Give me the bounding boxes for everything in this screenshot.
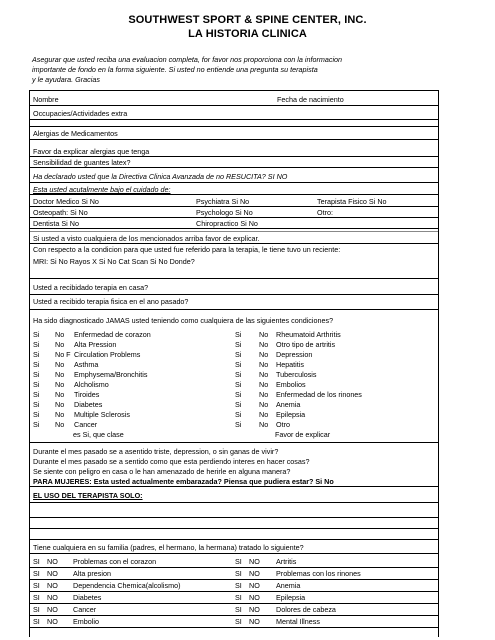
care-option[interactable]: Osteopath: Si No [33, 208, 88, 217]
intro-text [32, 55, 452, 85]
form-title: LA HISTORIA CLINICA [188, 28, 307, 40]
condition-no[interactable]: No [55, 420, 65, 429]
terapia-ano-question[interactable]: Usted a recibido terapia fisica en el ano pasado? [33, 297, 189, 306]
divider [30, 627, 438, 628]
family-si[interactable]: SI [235, 557, 242, 566]
family-si[interactable]: SI [235, 617, 242, 626]
divider [30, 194, 438, 195]
family-no[interactable]: NO [249, 581, 260, 590]
condition-label: Epilepsia [276, 410, 306, 419]
condition-si[interactable]: Si [33, 410, 40, 419]
condition-no[interactable]: No [259, 390, 269, 399]
fecha-nacimiento-field[interactable]: Fecha de nacimiento [277, 95, 344, 104]
divider [30, 528, 438, 529]
family-si[interactable]: SI [33, 605, 40, 614]
care-option[interactable]: Psychologo Si No [196, 208, 253, 217]
condition-no[interactable]: No [259, 350, 269, 359]
divider [30, 217, 438, 218]
family-no[interactable]: NO [249, 617, 260, 626]
mri-question[interactable]: MRI: Si No Rayos X Si No Cat Scan Si No Donde? [33, 257, 195, 266]
care-option[interactable]: Psychiatra Si No [196, 197, 250, 206]
divider [30, 442, 438, 443]
family-no[interactable]: NO [249, 557, 260, 566]
condition-si[interactable]: Si [33, 390, 40, 399]
condition-no[interactable]: No [55, 370, 65, 379]
directiva-question[interactable]: Ha declarado usted que la Directiva Clinica Avanzada de no RESUCITA? SI NO [33, 172, 288, 181]
clase-label: es Si, que clase [73, 430, 124, 439]
family-label: Epilepsia [276, 593, 306, 602]
family-si[interactable]: SI [33, 617, 40, 626]
divider [30, 502, 438, 503]
divider [30, 278, 438, 279]
favor-explicar-label: Favor de explicar [275, 430, 331, 439]
peligro-question[interactable]: Se siente con peligro en casa o le han amenazado de herirle en alguna manera? [33, 467, 291, 476]
condition-label: Alta Pression [74, 340, 117, 349]
terapia-casa-question[interactable]: Usted a recibidado terapia en casa? [33, 283, 149, 292]
condition-si[interactable]: Si [235, 410, 242, 419]
therapist-use-label: EL USO DEL TERAPISTA SOLO: [33, 491, 143, 500]
condition-label: Anemia [276, 400, 301, 409]
divider [30, 615, 438, 616]
family-label: Dependencia Chemica(alcolismo) [73, 581, 181, 590]
care-option[interactable]: Doctor Medico Si No [33, 197, 99, 206]
condition-si[interactable]: Si [33, 340, 40, 349]
divider [30, 539, 438, 540]
condition-si[interactable]: Si [33, 420, 40, 429]
divider [30, 603, 438, 604]
condition-label: Hepatitis [276, 360, 304, 369]
alergias-field[interactable]: Alergias de Medicamentos [33, 129, 118, 138]
condition-si[interactable]: Si [235, 360, 242, 369]
condition-no[interactable]: No F [55, 350, 71, 359]
family-no[interactable]: NO [47, 581, 58, 590]
condition-no[interactable]: No [55, 380, 65, 389]
condition-si[interactable]: Si [235, 390, 242, 399]
condition-label: Circulation Problems [74, 350, 141, 359]
condition-si[interactable]: Si [235, 380, 242, 389]
family-si[interactable]: SI [235, 569, 242, 578]
intro-line: y le ayudara. Gracias [32, 75, 100, 84]
nombre-field[interactable]: Nombre [33, 95, 59, 104]
intro-line: Asegurar que usted reciba una evaluacion completa, for favor nos proporciona con la informacion [32, 55, 343, 64]
divider [30, 553, 438, 554]
divider [30, 579, 438, 580]
condition-si[interactable]: Si [235, 400, 242, 409]
family-label: Diabetes [73, 593, 102, 602]
condition-no[interactable]: No [259, 410, 269, 419]
family-no[interactable]: NO [249, 569, 260, 578]
divider [30, 309, 438, 310]
family-no[interactable]: NO [47, 593, 58, 602]
divider [30, 567, 438, 568]
condition-si[interactable]: Si [235, 340, 242, 349]
condition-label: Enfermedad de corazon [74, 330, 151, 339]
condition-label: Asthma [74, 360, 99, 369]
conditions-question: Ha sido diagnosticado JAMAS usted teniendo como cualquiera de las siguientes condiciones? [33, 316, 334, 325]
family-no[interactable]: NO [249, 605, 260, 614]
ocupaciones-field[interactable]: Occupacies/Actividades extra [33, 109, 128, 118]
condition-label: Tuberculosis [276, 370, 317, 379]
condition-no[interactable]: No [259, 400, 269, 409]
care-option[interactable]: Otro: [317, 208, 333, 217]
family-no[interactable]: NO [47, 557, 58, 566]
condition-si[interactable]: Si [33, 400, 40, 409]
condition-si[interactable]: Si [33, 360, 40, 369]
family-label: Embolio [73, 617, 99, 626]
family-label: Problemas con los rinones [276, 569, 361, 578]
condition-label: Embolios [276, 380, 306, 389]
condition-label: Otro [276, 420, 290, 429]
condition-label: Alcholismo [74, 380, 109, 389]
condition-label: Diabetes [74, 400, 103, 409]
condition-label: Otro tipo de artritis [276, 340, 336, 349]
family-label: Artritis [276, 557, 297, 566]
divider [30, 228, 438, 229]
favor-alergias-field[interactable]: Favor da explicar alergias que tenga [33, 147, 150, 156]
condition-si[interactable]: Si [235, 330, 242, 339]
condition-si[interactable]: Si [33, 370, 40, 379]
divider [30, 517, 438, 518]
divider [30, 167, 438, 168]
interes-question[interactable]: Durante el mes pasado se a sentido como que esta perdiendo interes en hacer cosas? [33, 457, 310, 466]
condition-no[interactable]: No [259, 370, 269, 379]
condition-si[interactable]: Si [33, 330, 40, 339]
condition-no[interactable]: No [55, 400, 65, 409]
condition-si[interactable]: Si [235, 370, 242, 379]
divider [30, 243, 438, 244]
triste-question[interactable]: Durante el mes pasado se a asentido triste, depression, o sin ganas de vivir? [33, 447, 279, 456]
family-si[interactable]: SI [235, 593, 242, 602]
condition-no[interactable]: No [55, 410, 65, 419]
care-option[interactable]: Terapista Fisico Si No [317, 197, 387, 206]
divider [30, 156, 438, 157]
family-label: Cancer [73, 605, 97, 614]
family-label: Mental Illness [276, 617, 320, 626]
mujeres-question[interactable]: PARA MUJERES: Esta usted actualmente embarazada? Piensa que pudiera estar? Si No [33, 477, 334, 486]
care-option[interactable]: Dentista Si No [33, 219, 79, 228]
family-si[interactable]: SI [235, 581, 242, 590]
condition-no[interactable]: No [55, 340, 65, 349]
divider [30, 591, 438, 592]
family-label: Dolores de cabeza [276, 605, 336, 614]
condition-si[interactable]: Si [33, 350, 40, 359]
condition-si[interactable]: Si [235, 350, 242, 359]
family-label: Problemas con el corazon [73, 557, 157, 566]
family-label: Anemia [276, 581, 301, 590]
condition-label: Enfermedad de los rinones [276, 390, 362, 399]
divider [30, 126, 438, 127]
condition-no[interactable]: No [259, 340, 269, 349]
clinic-name: SOUTHWEST SPORT & SPINE CENTER, INC. [128, 14, 367, 26]
family-si[interactable]: SI [235, 605, 242, 614]
family-si[interactable]: SI [33, 569, 40, 578]
family-si[interactable]: SI [33, 581, 40, 590]
care-condition: Con respecto a la condicion para que usted fue referido para la terapia, le tiene tuvo un reciente: [33, 245, 341, 254]
family-no[interactable]: NO [249, 593, 260, 602]
family-si[interactable]: SI [33, 557, 40, 566]
condition-label: Cancer [74, 420, 98, 429]
divider [30, 139, 438, 140]
history-form [29, 90, 439, 637]
divider [30, 206, 438, 207]
condition-label: Emphysema/Bronchitis [74, 370, 148, 379]
divider [30, 105, 438, 106]
condition-label: Multiple Sclerosis [74, 410, 130, 419]
condition-label: Tiroides [74, 390, 100, 399]
condition-no[interactable]: No [55, 330, 65, 339]
divider [30, 119, 438, 120]
family-label: Alta presion [73, 569, 111, 578]
family-si[interactable]: SI [33, 593, 40, 602]
family-no[interactable]: NO [47, 569, 58, 578]
care-explain: Si usted a visto cualquiera de los mencionados arriba favor de explicar. [33, 234, 260, 243]
family-no[interactable]: NO [47, 617, 58, 626]
condition-no[interactable]: No [55, 390, 65, 399]
condition-si[interactable]: Si [33, 380, 40, 389]
condition-si[interactable]: Si [235, 420, 242, 429]
divider [30, 182, 438, 183]
care-option[interactable]: Chiropractico Si No [196, 219, 258, 228]
condition-no[interactable]: No [259, 330, 269, 339]
condition-label: Rheumatoid Arthritis [276, 330, 341, 339]
divider [30, 231, 438, 232]
family-question: Tiene cualquiera en su familia (padres, el hermano, la hermana) tratado lo siguiente? [33, 543, 304, 552]
condition-no[interactable]: No [55, 360, 65, 369]
sensibilidad-field[interactable]: Sensibilidad de guantes latex? [33, 158, 131, 167]
divider [30, 486, 438, 487]
care-question: Esta usted acutalmente bajo el cuidado de: [33, 185, 171, 194]
intro-line: importante de fondo en la forma siguiente. Si usted no entiende una pregunta su terapista [32, 65, 318, 74]
condition-no[interactable]: No [259, 380, 269, 389]
condition-no[interactable]: No [259, 360, 269, 369]
divider [30, 294, 438, 295]
condition-no[interactable]: No [259, 420, 269, 429]
family-no[interactable]: NO [47, 605, 58, 614]
condition-label: Depression [276, 350, 313, 359]
